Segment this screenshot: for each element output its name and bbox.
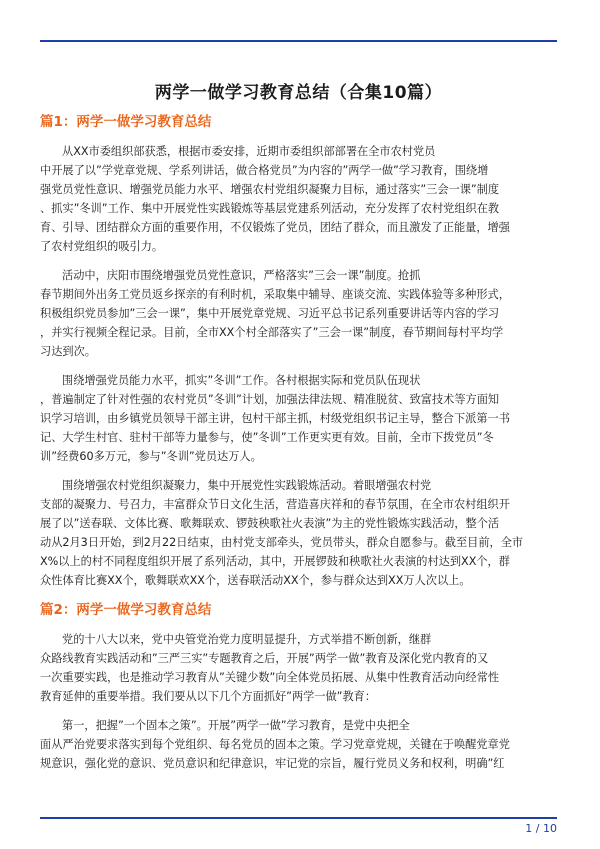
text-line: ，普遍制定了针对性强的农村党员”冬训”计划，加强法律法规、精准脱贫、致富技术等方面知: [40, 393, 500, 406]
text-line: 围绕增强党员能力水平，抓实”冬训”工作。各村根据实际和党员队伍现状: [62, 374, 421, 387]
footer-rule: [40, 817, 557, 819]
text-line: 中开展了以”学党章党规、学系列讲话，做合格党员”为内容的”两学一做”学习教育，围绕增: [40, 164, 489, 177]
text-line: 育、引导、团结群众方面的重要作用，不仅锻炼了党员，团结了群众，而且激发了正能量，增强: [40, 221, 510, 234]
text-line: 动从2月3日开始，到2月22日结束，由村党支部牵头，党员带头，群众自愿参与。截至目前，全市: [40, 536, 524, 549]
text-line: 面从严治党要求落实到每个党组织、每名党员的固本之策。学习党章党规，关键在于唤醒党章党: [40, 738, 510, 751]
text-line: 积极组织党员参加”三会一课”，集中开展党章党规、习近平总书记系列重要讲话等内容的学习: [40, 307, 500, 320]
text-line: ，并实行视频全程记录。目前，全市XX个村全部落实了”三会一课”制度，春节期间每村平均学: [40, 326, 504, 339]
text-line: 从XX市委组织部获悉，根据市委安排，近期市委组织部部署在全市农村党员: [62, 145, 436, 158]
paragraph: [40, 476, 557, 590]
page-number: 1 / 10: [525, 822, 557, 835]
paragraph: [40, 266, 557, 361]
document-title: 两学一做学习教育总结（合集10篇）: [154, 83, 443, 103]
paragraph: [40, 371, 557, 466]
text-line: 众性体育比赛XX个，歌舞联欢XX个，送春联活动XX个，参与群众达到XX万人次以上。: [40, 574, 471, 587]
section-heading: 篇1：两学一做学习教育总结: [40, 114, 212, 130]
document-body: [40, 112, 557, 783]
text-line: 、抓实”冬训”工作、集中开展党性实践锻炼等基层党建系列活动，充分发挥了农村党组织在教: [40, 202, 500, 215]
text-line: 一次重要实践，也是推动学习教育从”关键少数”向全体党员拓展、从集中性教育活动向经常性: [40, 671, 500, 684]
text-line: 展了以”送春联、文体比赛、歌舞联欢、锣鼓秧歌社火表演”为主的党性锻炼实践活动，整个活: [40, 517, 500, 530]
text-line: 活动中，庆阳市围绕增强党员党性意识，严格落实”三会一课”制度。抢抓: [62, 269, 421, 282]
text-line: 春节期间外出务工党员返乡探亲的有利时机，采取集中辅导、座谈交流、实践体验等多种形式，: [40, 288, 510, 301]
text-line: X%以上的村不同程度组织开展了系列活动，其中，开展锣鼓和秧歌社火表演的村达到XX个，群: [40, 555, 510, 568]
text-line: 教育延伸的重要举措。我们要从以下几个方面抓好”两学一做”教育：: [40, 690, 377, 703]
text-line: 围绕增强农村党组织凝聚力，集中开展党性实践锻炼活动。着眼增强农村党: [62, 479, 432, 492]
text-line: 强党员党性意识、增强党员能力水平、增强农村党组织凝聚力目标，通过落实”三会一课”制度: [40, 183, 500, 196]
text-line: 支部的凝聚力、号召力，丰富群众节日文化生活，营造喜庆祥和的春节氛围，在全市农村组织开: [40, 498, 510, 511]
text-line: 了农村党组织的吸引力。: [40, 240, 164, 253]
text-line: 记、大学生村官、驻村干部等力量参与，使”冬训”工作更实更有效。目前，全市下拨党员”冬: [40, 431, 494, 444]
header-rule: [40, 40, 557, 42]
text-line: 第一，把握”一个固本之策”。开展”两学一做”学习教育，是党中央把全: [62, 719, 410, 732]
section-heading: 篇2：两学一做学习教育总结: [40, 602, 212, 618]
paragraph: [40, 630, 557, 706]
text-line: 规意识，强化党的意识、党员意识和纪律意识，牢记党的宗旨，履行党员义务和权利，明确”红: [40, 757, 505, 770]
text-line: 识学习培训，由乡镇党员领导干部主讲，包村干部主抓，村级党组织书记主导，整合下派第一书: [40, 412, 510, 425]
section-2: [40, 600, 557, 773]
section-1: [40, 112, 557, 590]
text-line: 众路线教育实践活动和”三严三实”专题教育之后，开展”两学一做”教育及深化党内教育的又: [40, 652, 489, 665]
paragraph: [40, 716, 557, 773]
text-line: 党的十八大以来，党中央管党治党力度明显提升，方式举措不断创新，继群: [62, 633, 432, 646]
paragraph: [40, 142, 557, 256]
text-line: 习达到次。: [40, 345, 96, 358]
text-line: 训”经费60多万元，参与”冬训”党员达万人。: [40, 450, 262, 463]
